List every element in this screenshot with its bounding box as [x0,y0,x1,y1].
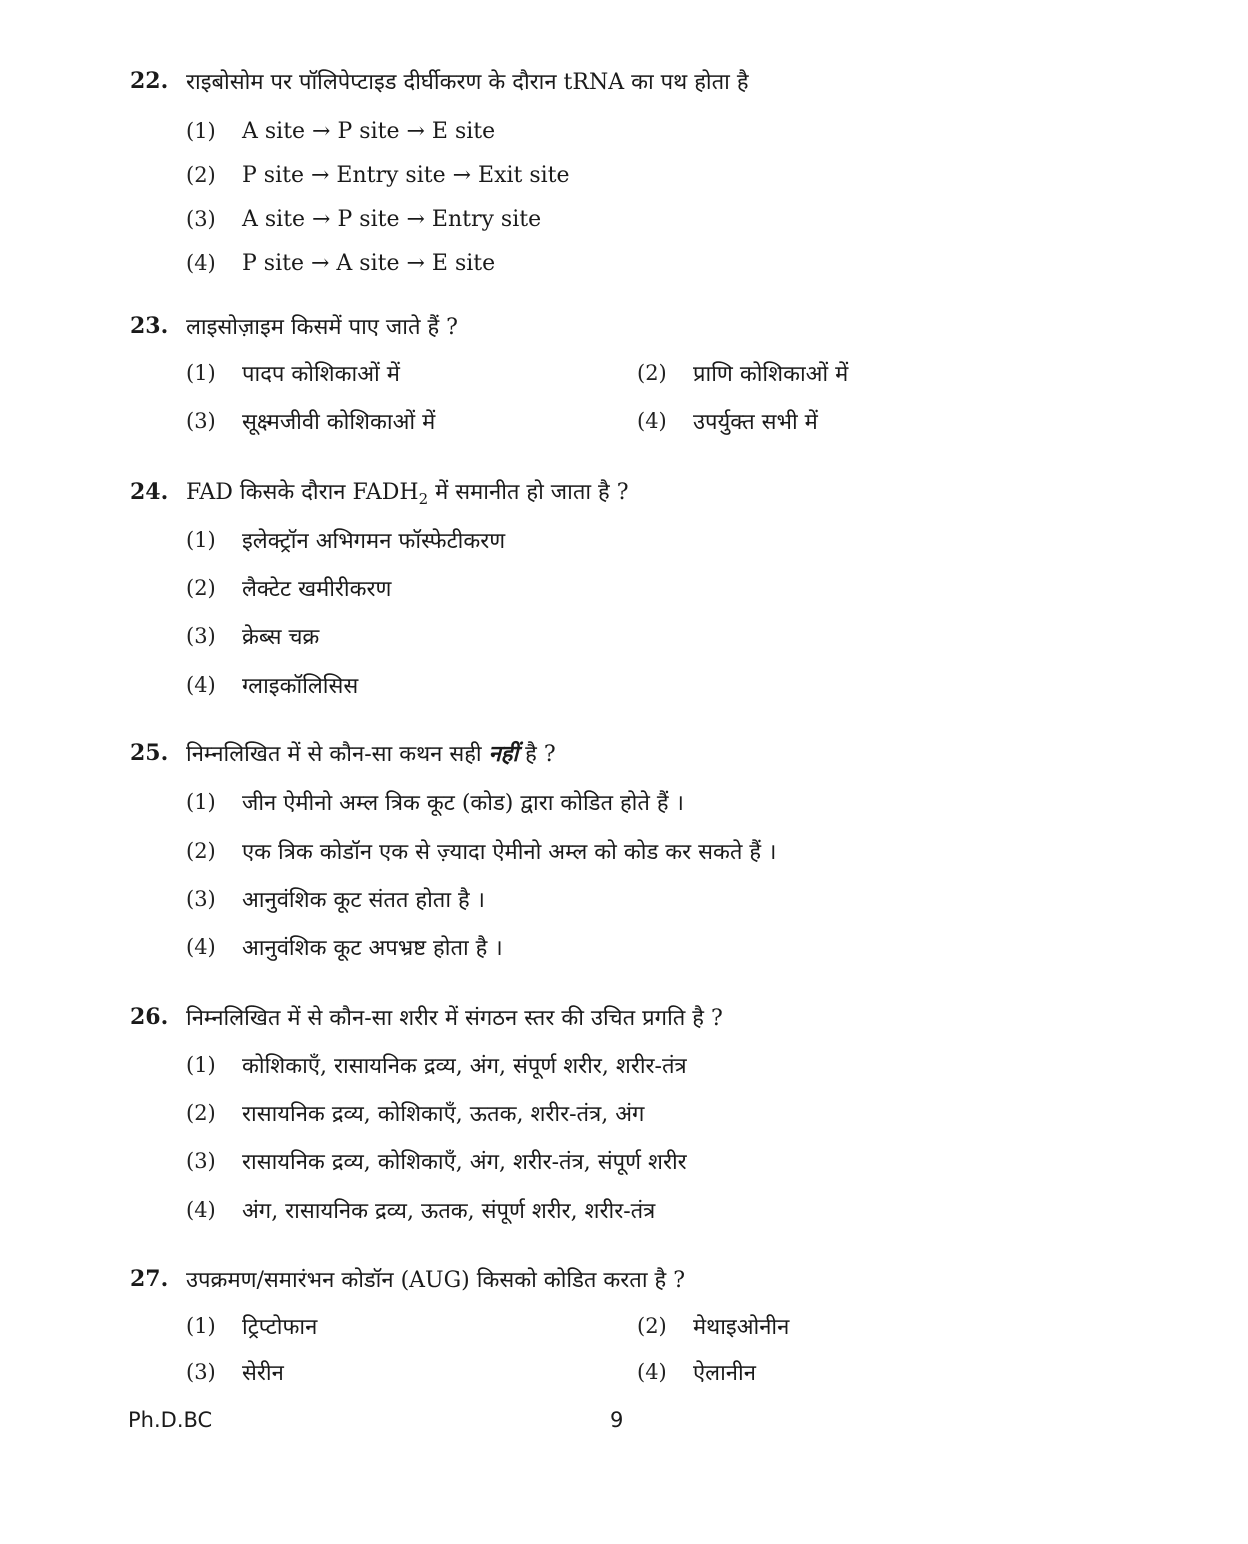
option-text: सूक्ष्मजीवी कोशिकाओं में [242,410,436,435]
question-stem [130,997,723,1037]
option-text: ऐलानीन [693,1361,756,1386]
option-number: (3) [186,624,216,648]
option-3 [186,202,541,236]
question-text: राइबोसोम पर पॉलिपेप्टाइड दीर्घीकरण के दौरान tRNA का पथ होता है [186,70,749,95]
option-text: क्रेब्स चक्र [242,625,320,650]
option-2 [637,356,848,390]
option-1 [186,1048,687,1082]
option-1 [186,114,495,148]
option-text: इलेक्ट्रॉन अभिगमन फॉस्फेटीकरण [242,529,506,554]
option-number: (3) [186,1360,216,1384]
question-text: उपक्रमण/समारंभन कोडॉन (AUG) किसको कोडित करता है ? [186,1268,685,1293]
question-stem [130,472,629,512]
option-4 [186,246,495,280]
option-number: (4) [637,1360,667,1384]
question-number: 25. [130,740,169,766]
question-number: 24. [130,479,169,505]
option-text: रासायनिक द्रव्य, कोशिकाएँ, ऊतक, शरीर-तंत्र, अंग [242,1102,645,1127]
option-text: कोशिकाएँ, रासायनिक द्रव्य, अंग, संपूर्ण शरीर, शरीर-तंत्र [242,1054,687,1079]
option-number: (1) [186,119,216,143]
option-4 [186,1193,655,1227]
option-text: उपर्युक्त सभी में [693,410,818,435]
question-stem [130,733,556,773]
option-number: (3) [186,887,216,911]
option-4 [186,930,503,964]
option-text: पादप कोशिकाओं में [242,362,400,387]
option-text: ग्लाइकॉलिसिस [242,674,359,699]
option-number: (1) [186,528,216,552]
option-text: लैक्टेट खमीरीकरण [242,577,392,602]
option-4 [637,1355,756,1389]
option-number: (3) [186,207,216,231]
option-1 [186,356,400,390]
question-text-part: है ? [518,742,556,767]
option-number: (4) [637,409,667,433]
option-2 [186,834,776,868]
option-text: P site → Entry site → Exit site [242,162,570,188]
option-text: A site → P site → E site [242,118,496,144]
option-number: (3) [186,409,216,433]
question-text: लाइसोज़ाइम किसमें पाए जाते हैं ? [186,315,458,340]
question-text [186,738,556,768]
option-number: (2) [186,1101,216,1125]
option-text: ट्रिप्टोफान [242,1315,318,1340]
option-text: एक त्रिक कोडॉन एक से ज़्यादा ऐमीनो अम्ल को कोड कर सकते हैं । [242,840,777,865]
paper-code: Ph.D.BC [128,1408,213,1432]
option-3 [186,882,485,916]
question-stem [130,61,749,101]
question-number: 22. [130,68,169,94]
option-3 [186,1355,284,1389]
option-3 [186,1144,687,1178]
option-text: P site → A site → E site [242,250,496,276]
option-number: (2) [186,576,216,600]
option-number: (2) [186,839,216,863]
option-number: (1) [186,361,216,385]
option-number: (1) [186,1053,216,1077]
option-4 [637,404,818,438]
option-number: (4) [186,1198,216,1222]
option-text: सेरीन [242,1361,284,1386]
subscript: 2 [418,490,429,508]
option-number: (1) [186,1314,216,1338]
option-number: (4) [186,673,216,697]
question-text-part: FAD किसके दौरान FADH [186,480,419,505]
option-1 [186,523,505,557]
option-text: जीन ऐमीनो अम्ल त्रिक कूट (कोड) द्वारा कोडित होते हैं । [242,791,684,816]
question-stem [130,306,458,346]
question-number: 27. [130,1266,169,1292]
option-text: प्राणि कोशिकाओं में [693,362,849,387]
option-text: अंग, रासायनिक द्रव्य, ऊतक, संपूर्ण शरीर, शरीर-तंत्र [242,1199,656,1224]
option-1 [186,1309,317,1343]
option-4 [186,668,358,702]
question-text-part: निम्नलिखित में से कौन-सा कथन सही [186,742,489,767]
option-text: A site → P site → Entry site [242,206,542,232]
question-text [186,476,629,508]
option-text: आनुवंशिक कूट संतत होता है । [242,888,486,913]
question-stem [130,1259,685,1299]
option-number: (2) [637,1314,667,1338]
option-number: (4) [186,935,216,959]
option-2 [637,1309,789,1343]
option-number: (3) [186,1149,216,1173]
option-2 [186,1096,644,1130]
option-3 [186,404,435,438]
option-1 [186,785,684,819]
option-number: (4) [186,251,216,275]
emphasis-not: नहीं [488,741,519,767]
question-text-part: में समानीत हो जाता है ? [428,480,629,505]
option-number: (1) [186,790,216,814]
option-number: (2) [186,163,216,187]
option-text: आनुवंशिक कूट अपभ्रष्ट होता है । [242,936,503,961]
option-2 [186,158,570,192]
option-3 [186,619,319,653]
option-2 [186,571,391,605]
page-number: 9 [610,1408,624,1432]
option-text: मेथाइओनीन [693,1315,790,1340]
question-number: 23. [130,313,169,339]
question-text: निम्नलिखित में से कौन-सा शरीर में संगठन स्तर की उचित प्रगति है ? [186,1006,723,1031]
option-text: रासायनिक द्रव्य, कोशिकाएँ, अंग, शरीर-तंत्र, संपूर्ण शरीर [242,1150,687,1175]
question-number: 26. [130,1004,169,1030]
option-number: (2) [637,361,667,385]
